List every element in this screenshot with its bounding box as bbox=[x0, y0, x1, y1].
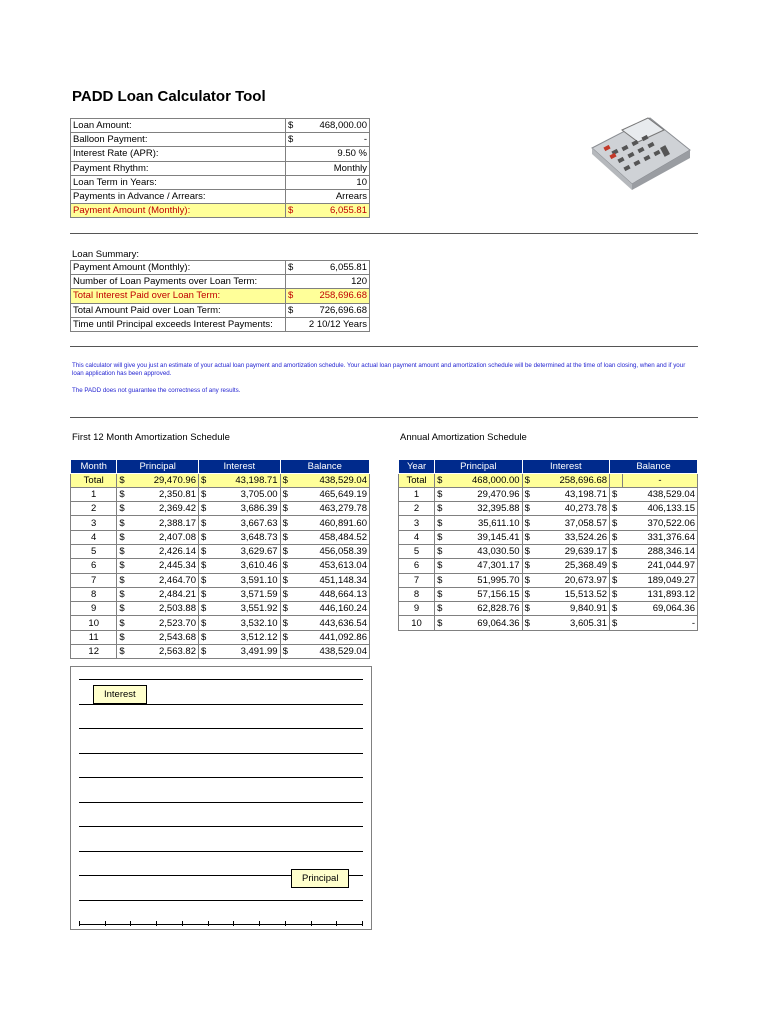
legend-principal: Principal bbox=[291, 869, 349, 888]
table-row bbox=[399, 544, 698, 558]
row-label: Interest Rate (APR): bbox=[71, 147, 286, 161]
currency-symbol: $ bbox=[522, 602, 535, 616]
column-header: Year bbox=[399, 460, 435, 474]
currency-symbol bbox=[610, 473, 623, 487]
row-label: 4 bbox=[399, 530, 435, 544]
row-label: Total bbox=[399, 473, 435, 487]
row-label: 7 bbox=[399, 573, 435, 587]
cell-value: 2,350.81 bbox=[129, 487, 198, 501]
currency-symbol: $ bbox=[117, 487, 130, 501]
cell-value: 2,503.88 bbox=[129, 602, 198, 616]
cell-value: 446,160.24 bbox=[293, 602, 370, 616]
cell-value: 456,058.39 bbox=[293, 544, 370, 558]
currency-symbol bbox=[286, 161, 301, 175]
calculator-image bbox=[582, 110, 692, 190]
gridline bbox=[79, 777, 363, 778]
currency-symbol: $ bbox=[610, 487, 623, 501]
cell-value: 2,369.42 bbox=[129, 502, 198, 516]
table-row bbox=[71, 616, 370, 630]
currency-symbol: $ bbox=[117, 544, 130, 558]
cell-value: 465,649.19 bbox=[293, 487, 370, 501]
row-value: 10 bbox=[300, 175, 370, 189]
cell-value: 29,470.96 bbox=[129, 473, 198, 487]
currency-symbol: $ bbox=[198, 544, 211, 558]
cell-value: 3,605.31 bbox=[535, 616, 610, 630]
column-header: Month bbox=[71, 460, 117, 474]
table-row bbox=[71, 645, 370, 659]
row-value: Arrears bbox=[300, 189, 370, 203]
currency-symbol: $ bbox=[280, 516, 293, 530]
currency-symbol: $ bbox=[286, 204, 301, 218]
currency-symbol: $ bbox=[198, 573, 211, 587]
column-header: Principal bbox=[435, 460, 522, 474]
currency-symbol: $ bbox=[610, 616, 623, 630]
cell-value: 35,611.10 bbox=[447, 516, 522, 530]
cell-value: 69,064.36 bbox=[623, 602, 698, 616]
row-label: 9 bbox=[71, 602, 117, 616]
currency-symbol: $ bbox=[198, 630, 211, 644]
row-label: Payment Amount (Monthly): bbox=[71, 204, 286, 218]
row-label: 5 bbox=[71, 544, 117, 558]
monthly-schedule-table bbox=[70, 459, 370, 659]
cell-value: 2,388.17 bbox=[129, 516, 198, 530]
divider bbox=[70, 417, 698, 418]
cell-value: 3,571.59 bbox=[211, 587, 280, 601]
row-label: 10 bbox=[71, 616, 117, 630]
cell-value: 43,198.71 bbox=[211, 473, 280, 487]
cell-value: 29,639.17 bbox=[535, 544, 610, 558]
table-row bbox=[399, 487, 698, 501]
table-row bbox=[71, 147, 370, 161]
row-label: Balloon Payment: bbox=[71, 133, 286, 147]
cell-value: 331,376.64 bbox=[623, 530, 698, 544]
divider bbox=[70, 233, 698, 234]
gridline bbox=[79, 802, 363, 803]
currency-symbol: $ bbox=[610, 544, 623, 558]
cell-value: 3,512.12 bbox=[211, 630, 280, 644]
currency-symbol: $ bbox=[435, 616, 448, 630]
divider bbox=[70, 346, 698, 347]
row-label: 8 bbox=[399, 587, 435, 601]
loan-inputs-table bbox=[70, 118, 370, 218]
table-row bbox=[71, 119, 370, 133]
table-row bbox=[399, 573, 698, 587]
row-label: Loan Term in Years: bbox=[71, 175, 286, 189]
cell-value: 258,696.68 bbox=[535, 473, 610, 487]
table-row bbox=[399, 559, 698, 573]
cell-value: 2,543.68 bbox=[129, 630, 198, 644]
cell-value: 406,133.15 bbox=[623, 502, 698, 516]
currency-symbol: $ bbox=[435, 473, 448, 487]
currency-symbol: $ bbox=[610, 516, 623, 530]
cell-value: 189,049.27 bbox=[623, 573, 698, 587]
currency-symbol: $ bbox=[198, 473, 211, 487]
cell-value: 288,346.14 bbox=[623, 544, 698, 558]
currency-symbol: $ bbox=[198, 502, 211, 516]
table-row bbox=[71, 161, 370, 175]
currency-symbol: $ bbox=[522, 544, 535, 558]
currency-symbol: $ bbox=[286, 133, 301, 147]
table-row bbox=[399, 587, 698, 601]
row-label: 5 bbox=[399, 544, 435, 558]
currency-symbol bbox=[286, 189, 301, 203]
cell-value: 3,610.46 bbox=[211, 559, 280, 573]
table-row bbox=[399, 616, 698, 630]
cell-value: 51,995.70 bbox=[447, 573, 522, 587]
row-label: 3 bbox=[71, 516, 117, 530]
cell-value: 9,840.91 bbox=[535, 602, 610, 616]
currency-symbol: $ bbox=[280, 502, 293, 516]
cell-value: 463,279.78 bbox=[293, 502, 370, 516]
cell-value: 25,368.49 bbox=[535, 559, 610, 573]
row-label: Number of Loan Payments over Loan Term: bbox=[71, 275, 286, 289]
x-axis bbox=[79, 924, 363, 925]
cell-value: 438,529.04 bbox=[293, 473, 370, 487]
currency-symbol: $ bbox=[117, 573, 130, 587]
cell-value: 2,523.70 bbox=[129, 616, 198, 630]
cell-value: 448,664.13 bbox=[293, 587, 370, 601]
currency-symbol: $ bbox=[198, 516, 211, 530]
table-row bbox=[71, 487, 370, 501]
cell-value: 453,613.04 bbox=[293, 559, 370, 573]
cell-value: 3,667.63 bbox=[211, 516, 280, 530]
currency-symbol: $ bbox=[280, 645, 293, 659]
cell-value: 40,273.78 bbox=[535, 502, 610, 516]
amortization-chart bbox=[70, 666, 372, 930]
currency-symbol: $ bbox=[198, 559, 211, 573]
table-row bbox=[399, 502, 698, 516]
row-value: 726,696.68 bbox=[300, 303, 370, 317]
cell-value: 2,484.21 bbox=[129, 587, 198, 601]
currency-symbol: $ bbox=[522, 616, 535, 630]
cell-value: 47,301.17 bbox=[447, 559, 522, 573]
gridline bbox=[79, 728, 363, 729]
cell-value: 131,893.12 bbox=[623, 587, 698, 601]
annual-schedule-table bbox=[398, 459, 698, 631]
cell-value: 15,513.52 bbox=[535, 587, 610, 601]
table-row bbox=[71, 175, 370, 189]
currency-symbol: $ bbox=[280, 544, 293, 558]
currency-symbol: $ bbox=[435, 559, 448, 573]
cell-value: 3,591.10 bbox=[211, 573, 280, 587]
row-value: 2 10/12 Years bbox=[300, 317, 370, 331]
currency-symbol: $ bbox=[117, 630, 130, 644]
currency-symbol: $ bbox=[522, 530, 535, 544]
currency-symbol bbox=[286, 175, 301, 189]
row-label: 2 bbox=[399, 502, 435, 516]
currency-symbol: $ bbox=[522, 573, 535, 587]
currency-symbol: $ bbox=[198, 602, 211, 616]
cell-value: 2,426.14 bbox=[129, 544, 198, 558]
currency-symbol: $ bbox=[435, 502, 448, 516]
row-value: 9.50 % bbox=[300, 147, 370, 161]
currency-symbol: $ bbox=[286, 303, 301, 317]
row-label: 7 bbox=[71, 573, 117, 587]
currency-symbol: $ bbox=[280, 559, 293, 573]
cell-value: 460,891.60 bbox=[293, 516, 370, 530]
table-row bbox=[71, 502, 370, 516]
currency-symbol: $ bbox=[286, 261, 301, 275]
table-row bbox=[71, 602, 370, 616]
currency-symbol: $ bbox=[610, 587, 623, 601]
cell-value: 43,030.50 bbox=[447, 544, 522, 558]
currency-symbol: $ bbox=[280, 616, 293, 630]
currency-symbol: $ bbox=[435, 516, 448, 530]
currency-symbol: $ bbox=[280, 573, 293, 587]
currency-symbol: $ bbox=[522, 516, 535, 530]
currency-symbol: $ bbox=[435, 544, 448, 558]
cell-value: 438,529.04 bbox=[293, 645, 370, 659]
table-row bbox=[71, 303, 370, 317]
row-value: 6,055.81 bbox=[300, 204, 370, 218]
annual-schedule-title: Annual Amortization Schedule bbox=[400, 432, 527, 443]
guarantee-text: The PADD does not guarantee the correctness of any results. bbox=[72, 387, 241, 394]
gridline bbox=[79, 679, 363, 680]
row-value: 6,055.81 bbox=[300, 261, 370, 275]
currency-symbol: $ bbox=[198, 587, 211, 601]
legend-interest: Interest bbox=[93, 685, 147, 704]
currency-symbol bbox=[286, 275, 301, 289]
table-row bbox=[71, 544, 370, 558]
currency-symbol: $ bbox=[610, 602, 623, 616]
row-label: Payment Amount (Monthly): bbox=[71, 261, 286, 275]
table-row bbox=[71, 587, 370, 601]
cell-value: 241,044.97 bbox=[623, 559, 698, 573]
loan-summary-label: Loan Summary: bbox=[72, 249, 140, 260]
gridline bbox=[79, 826, 363, 827]
currency-symbol bbox=[286, 317, 301, 331]
cell-value: 3,705.00 bbox=[211, 487, 280, 501]
row-label: 4 bbox=[71, 530, 117, 544]
currency-symbol: $ bbox=[522, 502, 535, 516]
cell-value: 370,522.06 bbox=[623, 516, 698, 530]
currency-symbol: $ bbox=[280, 473, 293, 487]
table-row bbox=[71, 275, 370, 289]
currency-symbol: $ bbox=[286, 119, 301, 133]
cell-value: 3,532.10 bbox=[211, 616, 280, 630]
currency-symbol: $ bbox=[522, 487, 535, 501]
cell-value: 443,636.54 bbox=[293, 616, 370, 630]
currency-symbol: $ bbox=[117, 602, 130, 616]
row-label: 3 bbox=[399, 516, 435, 530]
currency-symbol: $ bbox=[117, 616, 130, 630]
currency-symbol: $ bbox=[435, 587, 448, 601]
table-row bbox=[71, 317, 370, 331]
table-row bbox=[71, 630, 370, 644]
row-label: 10 bbox=[399, 616, 435, 630]
table-row bbox=[71, 204, 370, 218]
row-label: 11 bbox=[71, 630, 117, 644]
cell-value: 3,551.92 bbox=[211, 602, 280, 616]
row-label: 6 bbox=[399, 559, 435, 573]
column-header: Interest bbox=[522, 460, 609, 474]
column-header: Principal bbox=[117, 460, 199, 474]
table-row bbox=[71, 289, 370, 303]
currency-symbol: $ bbox=[435, 573, 448, 587]
cell-value: 3,648.73 bbox=[211, 530, 280, 544]
cell-value: 3,629.67 bbox=[211, 544, 280, 558]
currency-symbol: $ bbox=[198, 616, 211, 630]
table-row bbox=[399, 473, 698, 487]
cell-value: 2,407.08 bbox=[129, 530, 198, 544]
gridline bbox=[79, 900, 363, 901]
row-value: 258,696.68 bbox=[300, 289, 370, 303]
currency-symbol: $ bbox=[280, 602, 293, 616]
cell-value: - bbox=[623, 473, 698, 487]
currency-symbol: $ bbox=[117, 587, 130, 601]
row-label: Total Amount Paid over Loan Term: bbox=[71, 303, 286, 317]
row-label: 2 bbox=[71, 502, 117, 516]
row-label: Loan Amount: bbox=[71, 119, 286, 133]
currency-symbol: $ bbox=[522, 473, 535, 487]
row-value: 468,000.00 bbox=[300, 119, 370, 133]
currency-symbol: $ bbox=[117, 473, 130, 487]
disclaimer-text: This calculator will give you just an estimate of your actual loan payment and amortization schedule. Your actual loan payment amount and amortization schedule will be determined at the time of loan closing, when and if your loan application has been approved. bbox=[72, 362, 686, 377]
cell-value: 451,148.34 bbox=[293, 573, 370, 587]
currency-symbol: $ bbox=[610, 530, 623, 544]
row-label: 9 bbox=[399, 602, 435, 616]
currency-symbol: $ bbox=[610, 573, 623, 587]
row-label: Time until Principal exceeds Interest Payments: bbox=[71, 317, 286, 331]
column-header: Interest bbox=[198, 460, 280, 474]
cell-value: 3,686.39 bbox=[211, 502, 280, 516]
currency-symbol: $ bbox=[522, 559, 535, 573]
monthly-schedule-title: First 12 Month Amortization Schedule bbox=[72, 432, 230, 443]
cell-value: 438,529.04 bbox=[623, 487, 698, 501]
currency-symbol: $ bbox=[280, 630, 293, 644]
column-header: Balance bbox=[610, 460, 698, 474]
currency-symbol: $ bbox=[198, 530, 211, 544]
cell-value: - bbox=[623, 616, 698, 630]
currency-symbol: $ bbox=[435, 602, 448, 616]
table-row bbox=[71, 516, 370, 530]
gridline bbox=[79, 704, 363, 705]
gridline bbox=[79, 851, 363, 852]
currency-symbol: $ bbox=[280, 487, 293, 501]
table-row bbox=[71, 261, 370, 275]
row-value: Monthly bbox=[300, 161, 370, 175]
currency-symbol: $ bbox=[117, 559, 130, 573]
gridline bbox=[79, 753, 363, 754]
cell-value: 32,395.88 bbox=[447, 502, 522, 516]
table-row bbox=[71, 473, 370, 487]
table-row bbox=[71, 573, 370, 587]
page-title: PADD Loan Calculator Tool bbox=[72, 88, 266, 105]
table-row bbox=[71, 133, 370, 147]
row-label: Payments in Advance / Arrears: bbox=[71, 189, 286, 203]
currency-symbol: $ bbox=[117, 516, 130, 530]
table-row bbox=[399, 602, 698, 616]
cell-value: 39,145.41 bbox=[447, 530, 522, 544]
currency-symbol: $ bbox=[286, 289, 301, 303]
row-label: Payment Rhythm: bbox=[71, 161, 286, 175]
cell-value: 37,058.57 bbox=[535, 516, 610, 530]
cell-value: 458,484.52 bbox=[293, 530, 370, 544]
row-value: 120 bbox=[300, 275, 370, 289]
currency-symbol bbox=[286, 147, 301, 161]
cell-value: 468,000.00 bbox=[447, 473, 522, 487]
column-header: Balance bbox=[280, 460, 369, 474]
cell-value: 29,470.96 bbox=[447, 487, 522, 501]
cell-value: 69,064.36 bbox=[447, 616, 522, 630]
cell-value: 43,198.71 bbox=[535, 487, 610, 501]
cell-value: 2,563.82 bbox=[129, 645, 198, 659]
cell-value: 441,092.86 bbox=[293, 630, 370, 644]
cell-value: 2,445.34 bbox=[129, 559, 198, 573]
loan-summary-table bbox=[70, 260, 370, 332]
currency-symbol: $ bbox=[117, 645, 130, 659]
currency-symbol: $ bbox=[435, 530, 448, 544]
table-row bbox=[399, 530, 698, 544]
currency-symbol: $ bbox=[117, 530, 130, 544]
row-label: 1 bbox=[399, 487, 435, 501]
cell-value: 62,828.76 bbox=[447, 602, 522, 616]
cell-value: 20,673.97 bbox=[535, 573, 610, 587]
cell-value: 3,491.99 bbox=[211, 645, 280, 659]
table-row bbox=[71, 189, 370, 203]
currency-symbol: $ bbox=[198, 645, 211, 659]
row-label: Total Interest Paid over Loan Term: bbox=[71, 289, 286, 303]
row-label: 1 bbox=[71, 487, 117, 501]
currency-symbol: $ bbox=[117, 502, 130, 516]
row-label: 6 bbox=[71, 559, 117, 573]
row-label: 8 bbox=[71, 587, 117, 601]
table-row bbox=[399, 516, 698, 530]
row-label: Total bbox=[71, 473, 117, 487]
currency-symbol: $ bbox=[435, 487, 448, 501]
currency-symbol: $ bbox=[610, 559, 623, 573]
cell-value: 33,524.26 bbox=[535, 530, 610, 544]
cell-value: 2,464.70 bbox=[129, 573, 198, 587]
cell-value: 57,156.15 bbox=[447, 587, 522, 601]
table-row bbox=[71, 559, 370, 573]
currency-symbol: $ bbox=[280, 587, 293, 601]
currency-symbol: $ bbox=[522, 587, 535, 601]
currency-symbol: $ bbox=[198, 487, 211, 501]
currency-symbol: $ bbox=[280, 530, 293, 544]
table-row bbox=[71, 530, 370, 544]
currency-symbol: $ bbox=[610, 502, 623, 516]
row-label: 12 bbox=[71, 645, 117, 659]
row-value: - bbox=[300, 133, 370, 147]
